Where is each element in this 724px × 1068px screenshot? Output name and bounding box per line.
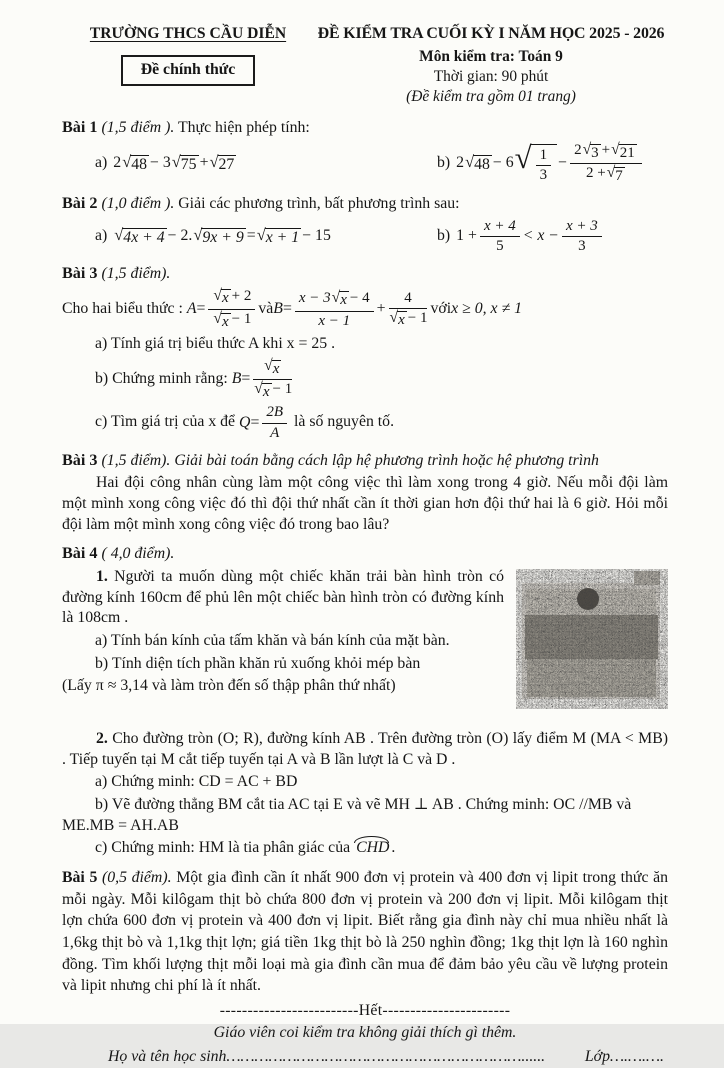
radical-sign: √	[264, 357, 273, 375]
tok: − 6	[492, 154, 514, 172]
problem-3w-body: Hai đội công nhân cùng làm một công việc thì làm xong trong 4 giờ. Nếu mỗi đội làm một mình xong công việc đó thì đội thứ nhất cần ít thời gian hơn đội thứ hai là 6 giờ. Hỏi mỗi đội làm một mình xong công việc đó trong bao lâu?	[62, 474, 668, 533]
sqrt-term	[264, 358, 281, 378]
item-lead: c) Chứng minh: HM là tia phân giác của	[95, 839, 351, 857]
fraction	[389, 290, 428, 330]
problem-3a: a) Tính giá trị biểu thức A khi x = 25 .	[95, 335, 336, 353]
radical-sign: √	[514, 139, 532, 175]
item-tail: là số nguyên tố.	[294, 413, 395, 431]
numerator: 1	[536, 147, 552, 166]
header-left	[62, 24, 314, 107]
sqrt-term	[114, 226, 166, 247]
sqrt-term	[172, 153, 199, 174]
var: B	[273, 300, 283, 318]
numerator	[295, 290, 374, 312]
radicand: x + 1	[265, 228, 300, 246]
expression-lead: Cho hai biểu thức :	[62, 300, 183, 318]
formula-2b	[456, 218, 605, 255]
class-line: Lớp….….….	[584, 1048, 664, 1066]
fraction	[295, 290, 374, 330]
problem-5-body: Một gia đình cần ít nhất 900 đơn vị protein và 400 đơn vị lipit trong thức ăn mỗi ngày. Mỗi kilôgam thịt bò chứa 800 đơn vị protein và 200 đơn vị lipit. Mỗi kilôgam thịt lợn chứa 600 đơn vị protein và 400 đơn vị lipit. Biết rằng gia đình này chỉ mua nhiều nhất là 1,6kg thịt bò và 1,1kg thịt lợn; giá tiền 1kg thịt bò là 250 nghìn đồng; 1kg thịt lợn là 160 nghìn đồng. Tìm khối lượng thịt mỗi loại mà gia đình cần mua để đảm bảo yêu cầu về lượng protein và lipit nhưng chi phí là ít nhất.	[62, 869, 669, 995]
tok: =	[241, 370, 251, 388]
problem-5-points: (0,5 điểm).	[102, 869, 172, 887]
problem-1-points: (1,5 điểm ).	[101, 119, 175, 137]
formula-1a	[113, 153, 237, 174]
radical-sign: √	[465, 152, 475, 172]
radicand: x	[272, 360, 280, 377]
tok: − 3	[150, 154, 171, 172]
tok: =	[282, 300, 292, 318]
radical-sign: √	[213, 286, 222, 304]
item-label: b)	[437, 154, 451, 172]
fraction	[536, 147, 552, 184]
problem-2-items	[62, 218, 668, 255]
radical-sign: √	[209, 152, 219, 172]
tok: +	[376, 300, 386, 318]
denominator: A	[270, 424, 280, 441]
duration-line: Thời gian: 90 phút	[433, 68, 549, 85]
item-number: 1.	[96, 568, 108, 586]
fraction	[262, 404, 287, 441]
problem-5-label: Bài 5	[62, 869, 98, 887]
sqrt-term	[210, 153, 237, 174]
problem-4-heading	[62, 543, 668, 565]
numerator	[253, 358, 292, 380]
problem-1b	[437, 139, 668, 185]
radicand: x	[221, 313, 229, 330]
student-name-line: Họ và tên học sinh………………………………………………………......	[108, 1048, 546, 1066]
denominator	[570, 164, 642, 185]
radicand	[530, 144, 558, 184]
arc-angle-CHD: CHD	[356, 839, 390, 857]
numerator: x + 3	[562, 218, 602, 237]
denominator	[208, 310, 255, 331]
exam-header	[62, 24, 668, 107]
problem-3w-label: Bài 3	[62, 450, 98, 469]
tok: và	[258, 300, 274, 318]
numerator: 4	[389, 290, 428, 309]
radicand: 48	[131, 155, 147, 173]
sqrt-term	[213, 311, 230, 331]
radical-sign: √	[213, 310, 222, 328]
radicand: 21	[619, 144, 635, 161]
sqrt-term	[465, 153, 492, 174]
radicand: 9x + 9	[202, 228, 244, 246]
fraction	[208, 288, 255, 331]
problem-1-heading	[62, 117, 668, 139]
problem-4-label: Bài 4	[62, 544, 98, 563]
problem-3w-points: (1,5 điểm).	[101, 451, 171, 469]
sqrt-term	[607, 165, 625, 185]
radical-sign: √	[389, 308, 399, 326]
formula-2a	[113, 226, 331, 247]
radical-sign: √	[606, 164, 616, 182]
tok: − 2.	[167, 227, 193, 245]
problem-3-heading	[62, 263, 668, 285]
problem-4-2b: b) Vẽ đường thẳng BM cắt tia AC tại E và vẽ MH ⊥ AB . Chứng minh: OC //MB và ME.MB = AH.AB	[62, 796, 632, 834]
tok: − 1	[272, 381, 293, 398]
problem-3-expression	[62, 288, 668, 331]
problem-3w-heading	[62, 450, 668, 472]
problem-1-label: Bài 1	[62, 118, 98, 137]
fraction	[480, 218, 520, 255]
problem-4-1-note: (Lấy π ≈ 3,14 và làm tròn đến số thập phân thứ nhất)	[62, 677, 396, 695]
radicand: x	[221, 290, 229, 307]
radical-sign: √	[114, 225, 124, 245]
denominator	[389, 309, 428, 330]
tok: − 15	[302, 227, 331, 245]
radicand: x	[340, 292, 347, 309]
tok: − 1	[407, 309, 428, 326]
radical-sign: √	[122, 152, 132, 172]
formula-3b	[232, 358, 296, 401]
formula-A	[187, 288, 522, 331]
item-lead: b) Chứng minh rằng:	[95, 370, 228, 388]
tok: 2 +	[586, 165, 606, 182]
problem-2a	[62, 226, 437, 247]
sqrt-term	[583, 142, 601, 162]
tok: + 2	[231, 287, 252, 304]
problem-4-points: ( 4,0 điểm).	[101, 545, 175, 563]
sqrt-term	[213, 288, 230, 308]
tok: =	[196, 300, 206, 318]
formula-3c	[239, 404, 290, 441]
tok: .	[391, 839, 396, 857]
radical-sign: √	[582, 141, 592, 159]
radicand: 75	[180, 155, 197, 173]
var: Q	[239, 413, 251, 431]
tok: − 4	[349, 289, 370, 306]
denominator: x − 1	[318, 312, 351, 329]
problem-3c	[62, 404, 668, 441]
numerator	[570, 142, 642, 164]
denominator: 3	[539, 167, 548, 184]
tok: 2	[456, 154, 465, 172]
sqrt-term	[257, 226, 301, 247]
sqrt-term	[254, 381, 271, 401]
var: B	[231, 370, 242, 388]
denominator: 5	[496, 238, 504, 255]
numerator	[208, 288, 255, 310]
sqrt-term	[193, 226, 245, 247]
subject-line: Môn kiểm tra: Toán 9	[419, 47, 563, 65]
radical-sign: √	[254, 380, 263, 398]
tok: x − 3	[298, 289, 331, 306]
item-lead: c) Tìm giá trị của x để	[95, 413, 236, 431]
sqrt-term	[332, 290, 349, 310]
problem-1-intro: Thực hiện phép tính:	[177, 119, 310, 137]
tok: =	[246, 227, 256, 245]
problem-2-heading	[62, 193, 668, 215]
proctor-note: Giáo viên coi kiểm tra không giải thích gì thêm.	[213, 1023, 517, 1041]
radical-sign: √	[256, 225, 266, 245]
header-right	[314, 24, 668, 107]
radicand: 3	[591, 144, 599, 161]
item-text: Cho đường tròn (O; R), đường kính AB . Trên đường tròn (O) lấy điểm M (MA < MB) . Tiếp tuyến tại M cắt tiếp tuyến tại A và B lần lượt là C và D .	[62, 730, 668, 768]
denominator	[253, 380, 292, 401]
radicand: x	[262, 383, 270, 400]
problem-2b	[437, 218, 668, 255]
table-photo	[516, 569, 668, 709]
item-label: a)	[95, 227, 108, 245]
item-label: b)	[437, 227, 451, 245]
problem-2-label: Bài 2	[62, 194, 98, 213]
problem-4-1b: b) Tính diện tích phần khăn rủ xuống khỏi mép bàn	[95, 654, 421, 672]
tok: +	[199, 154, 209, 172]
tok: −	[558, 154, 568, 172]
radical-sign: √	[193, 225, 203, 245]
radical-sign: √	[171, 152, 181, 172]
numerator: x + 4	[480, 218, 520, 237]
problem-1a	[62, 153, 437, 174]
sqrt-term	[611, 142, 637, 162]
tok: − 1	[231, 311, 252, 328]
problem-4-2-intro	[62, 729, 668, 770]
table-photo-image	[516, 569, 668, 709]
sqrt-term	[390, 310, 407, 330]
item-label: a)	[95, 154, 108, 172]
end-divider: -------------------------Hết-----------------------	[219, 1002, 511, 1019]
problem-5	[62, 867, 668, 997]
radicand: 7	[615, 167, 623, 184]
tok: =	[250, 413, 260, 431]
var: A	[186, 300, 197, 318]
official-stamp-box: Đề chính thức	[121, 55, 256, 86]
sqrt-term	[122, 153, 149, 174]
fraction	[570, 142, 642, 185]
radical-sign: √	[611, 141, 620, 159]
school-name: TRƯỜNG THCS CẦU DIỄN	[89, 25, 287, 42]
radical-sign: √	[331, 288, 341, 306]
numerator: 2B	[262, 404, 287, 423]
tok: với	[430, 300, 452, 318]
problem-3-label: Bài 3	[62, 264, 98, 283]
tok: +	[601, 142, 611, 159]
problem-1-items	[62, 139, 668, 185]
fraction	[562, 218, 602, 255]
sqrt-of-fraction	[514, 139, 558, 185]
exam-title: ĐỀ KIỂM TRA CUỐI KỲ I NĂM HỌC 2025 - 2026	[317, 25, 665, 42]
formula-1b	[456, 139, 645, 185]
problem-4-section	[62, 567, 668, 859]
tok: < x −	[522, 227, 559, 245]
denominator: 3	[578, 238, 586, 255]
problem-4-1a: a) Tính bán kính của tấm khăn và bán kính của mặt bàn.	[95, 632, 450, 650]
problem-4-2a: a) Chứng minh: CD = AC + BD	[95, 773, 298, 791]
problem-3w-intro: Giải bài toán bằng cách lập hệ phương trình hoặc hệ phương trình	[174, 451, 599, 469]
radicand: 48	[474, 155, 490, 173]
item-number: 2.	[96, 730, 108, 748]
tok: 2	[574, 142, 582, 159]
item-text: Người ta muốn dùng một chiếc khăn trải bàn hình tròn có đường kính 160cm để phủ lên một chiếc bàn hình tròn có đường kính là 108cm .	[62, 568, 504, 627]
tok: 1 +	[456, 227, 477, 245]
condition: x ≥ 0, x ≠ 1	[451, 300, 522, 318]
problem-4-2c	[62, 838, 668, 859]
page-count-note: (Đề kiểm tra gồm 01 trang)	[406, 88, 576, 106]
radicand: x	[398, 312, 405, 329]
tok: 2	[113, 154, 122, 172]
fraction	[253, 358, 292, 401]
problem-2-intro: Giải các phương trình, bất phương trình sau:	[178, 195, 460, 213]
problem-3-points: (1,5 điểm).	[101, 265, 171, 283]
signature-line	[62, 1047, 668, 1068]
problem-2-points: (1,0 điểm ).	[101, 195, 175, 213]
radicand: 4x + 4	[123, 228, 165, 246]
problem-3b	[62, 358, 668, 401]
radicand: 27	[218, 155, 235, 173]
